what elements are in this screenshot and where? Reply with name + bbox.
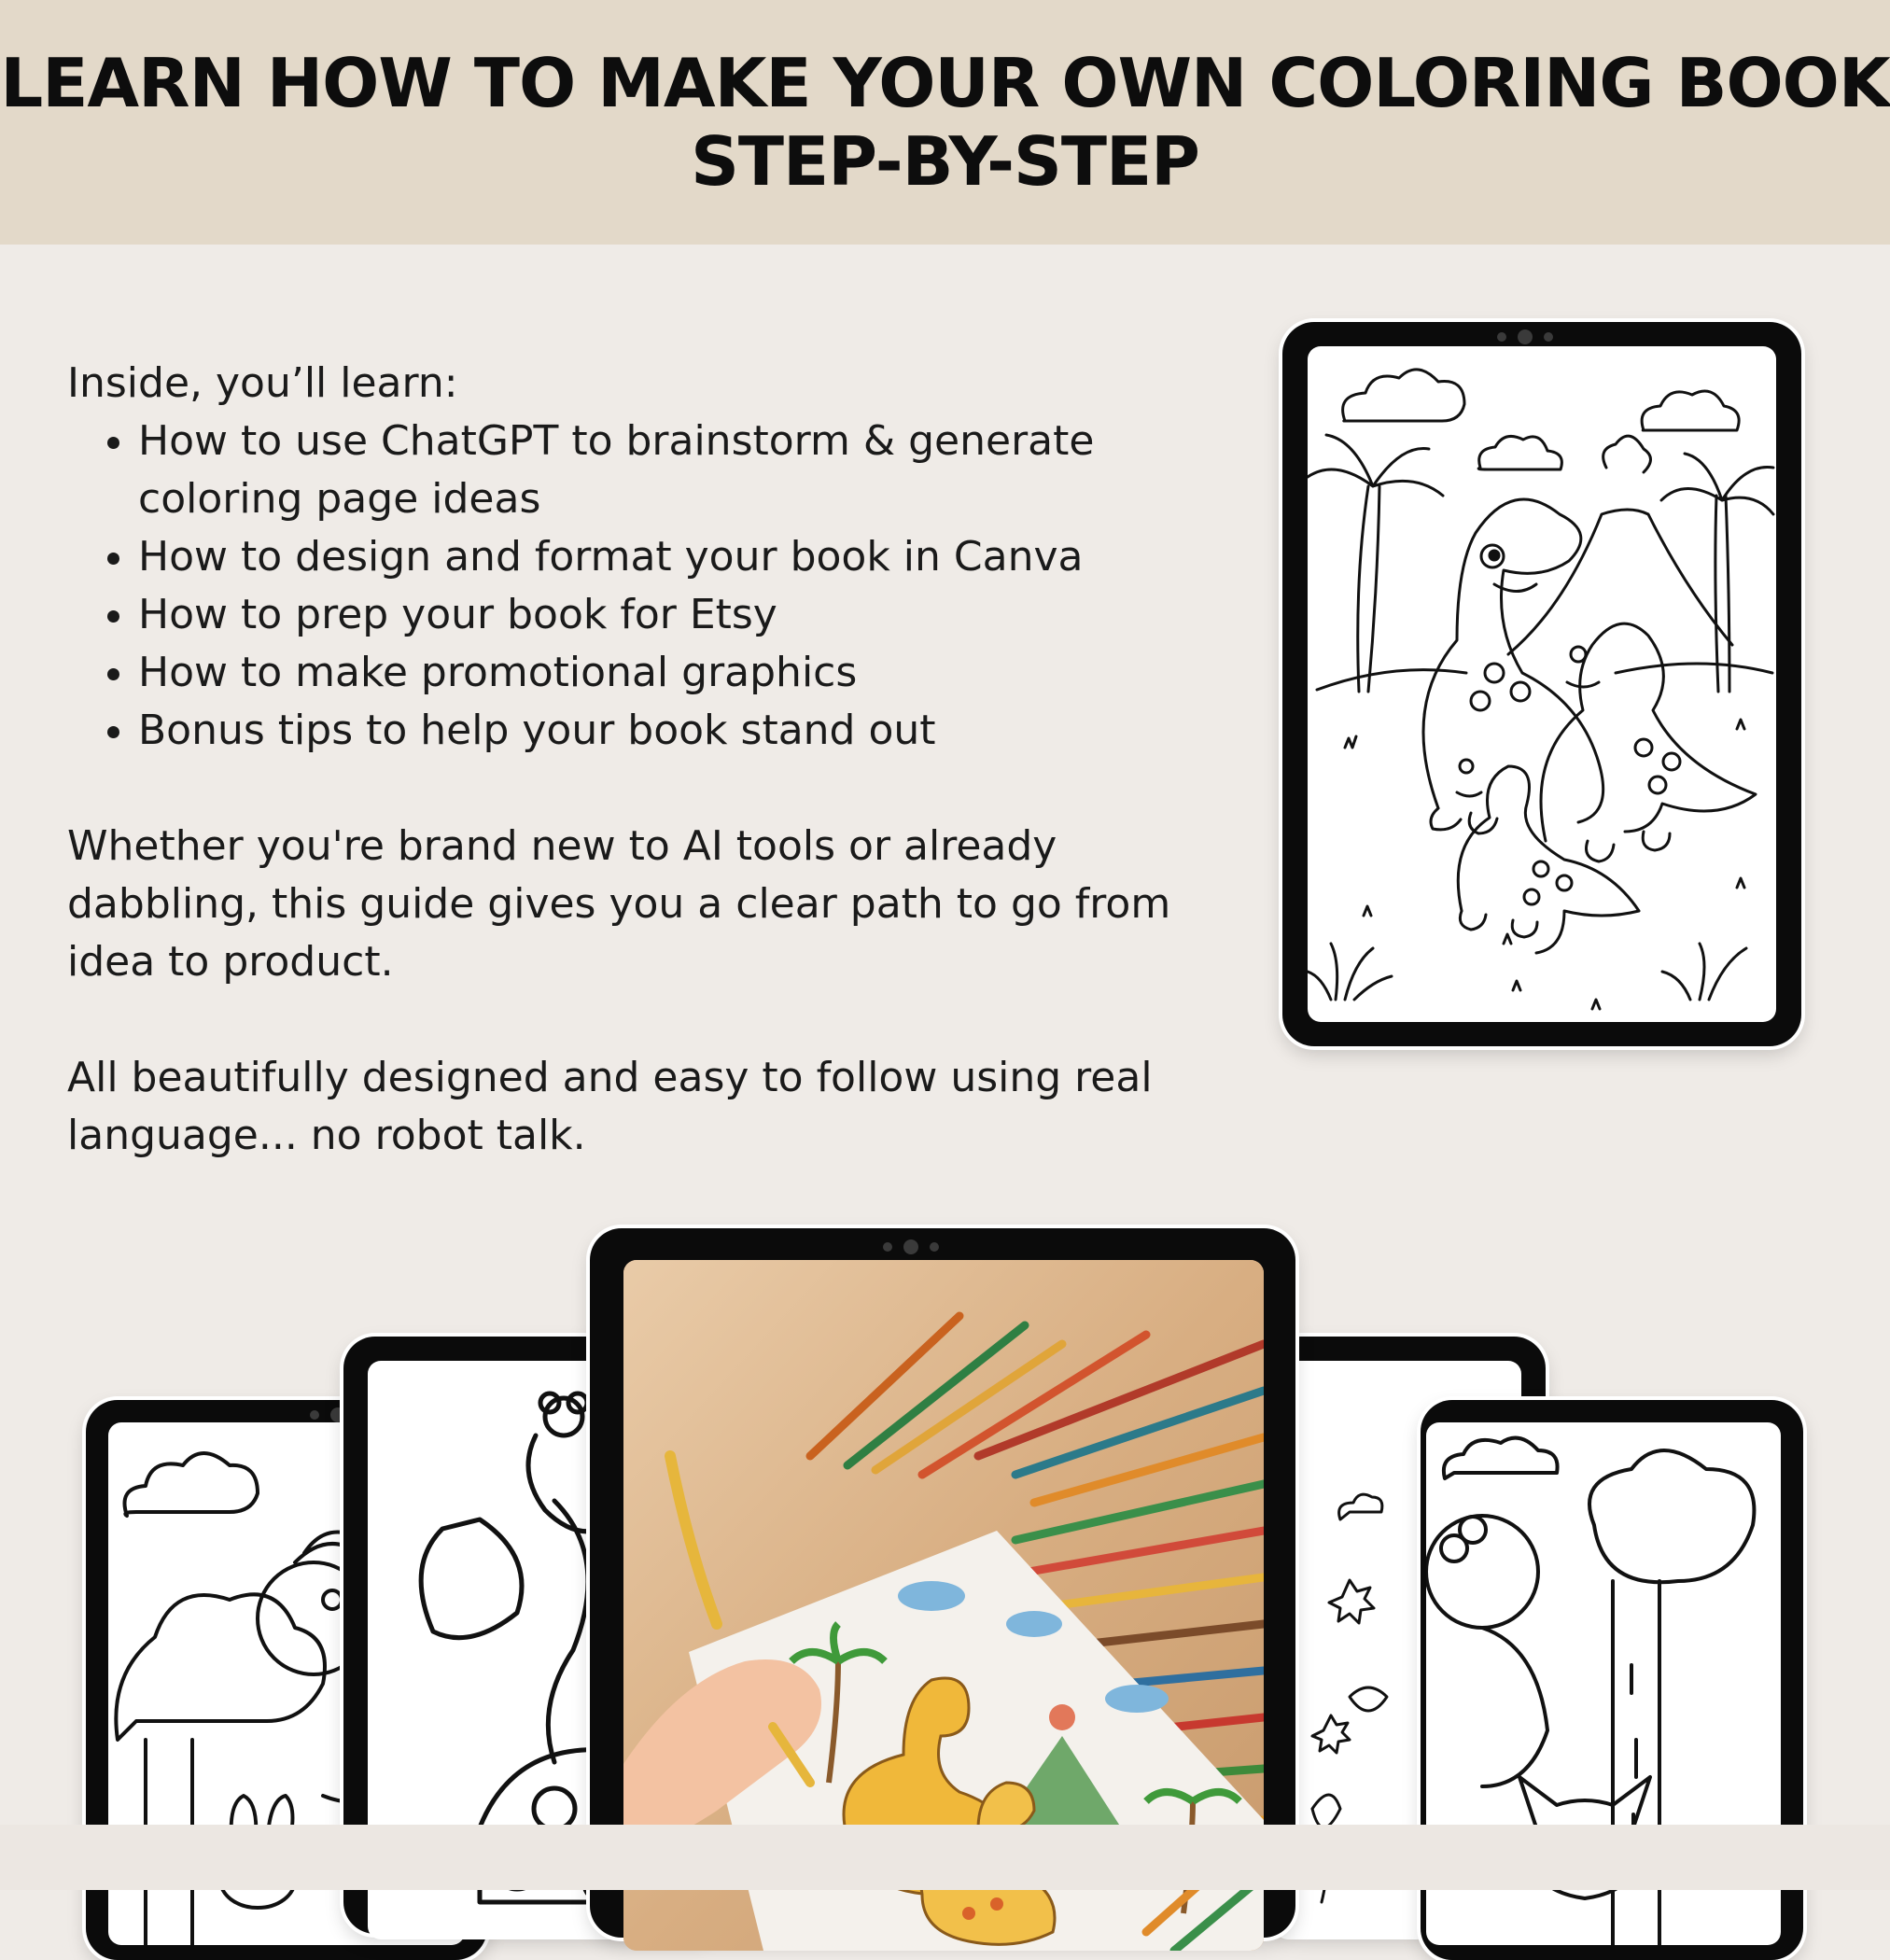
page-header	[0, 0, 1890, 245]
bottom-strip	[0, 1825, 1890, 1890]
dinosaur-coloring-page	[1308, 346, 1776, 1022]
tablet-mockup-main	[1282, 322, 1801, 1046]
paragraph-closing: All beautifully designed and easy to follow using real language... no robot talk.	[67, 1054, 1153, 1159]
list-item: • How to prep your book for Etsy	[138, 586, 1225, 644]
camera-icon	[883, 1239, 939, 1254]
list-item: • How to use ChatGPT to brainstorm & generate coloring page ideas	[138, 413, 1193, 528]
paragraph-intro: Whether you're brand new to AI tools or already dabbling, this guide gives you a clear path to go from idea to product.	[67, 822, 1171, 986]
learning-list	[67, 413, 1225, 760]
description-section	[67, 355, 1225, 1165]
list-item: • How to design and format your book in Canva	[138, 528, 1225, 586]
camera-icon	[1497, 329, 1553, 344]
camera-icon	[310, 1407, 345, 1422]
list-item: • How to make promotional graphics	[138, 644, 1225, 702]
intro-text: Inside, you’ll learn:	[67, 359, 458, 407]
title-line-1: LEARN HOW TO MAKE YOUR OWN COLORING BOOK	[0, 44, 1890, 122]
title-line-2: STEP-BY-STEP	[691, 122, 1199, 201]
list-item: • Bonus tips to help your book stand out	[138, 702, 1225, 760]
page-title	[0, 44, 1889, 201]
